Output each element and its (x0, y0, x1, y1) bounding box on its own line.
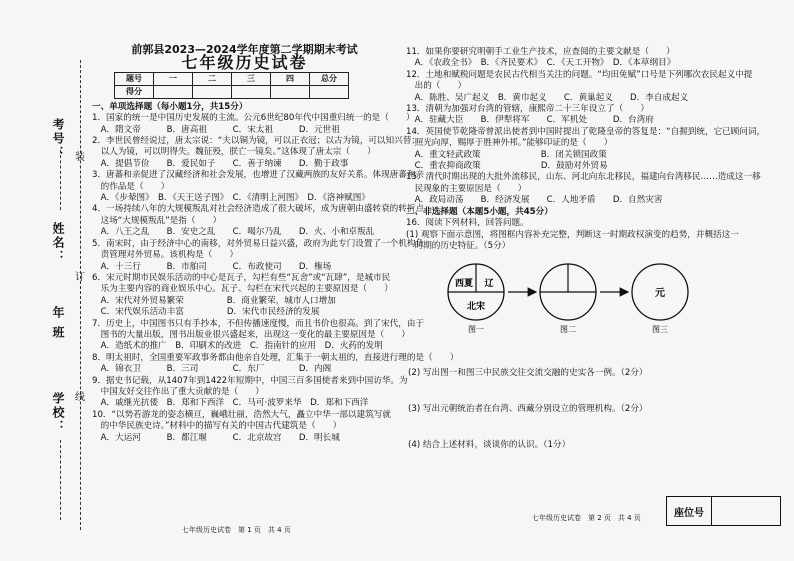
figure-three-label: 图三 (652, 325, 668, 334)
figure-one-label: 图一 (468, 325, 484, 334)
left-line: 7．历史上，中国图书只有手抄本，不但传播速度慢，而且书价也很高。到了宋代，由于 (92, 318, 425, 329)
binding-dashed-line (80, 60, 81, 530)
right-line: A．驻藏大臣 B．伊犁将军 C．军机处 D．台湾府 (406, 115, 654, 126)
subquestion-4 (408, 440, 778, 451)
right-line: 16．阅读下列材料，回答问题。 (406, 218, 529, 229)
label-beisong: 北宋 (466, 302, 486, 312)
score-head-cell: 二 (193, 72, 232, 85)
left-line: 9．据史书记载，从1407年到1422年短期中，中国三百多国使者来到中国访华。为 (92, 375, 408, 386)
left-line: 4．一场持续八年的大规模叛乱对社会经济造成了很大破坏，成为唐朝由盛转衰的转折点。 (92, 204, 433, 215)
right-line: (1) 观察下面示意图，将图框内容补充完整，判断这一时期政权演变的趋势，并概括这一 (406, 229, 739, 240)
left-line: 的中华民族史诗。”材料中的描写有关的中国古代建筑是（ ） (92, 421, 342, 432)
left-line: 3．唐蕃和亲促进了汉藏经济和社会发展，也增进了汉藏两族的友好关系。体现唐蕃和亲 (92, 170, 425, 181)
right-line: A．重文轻武政策 B．闭关锁国政策 (406, 149, 607, 160)
right-line: 12．土地和赋税问题是农民古代相当关注的问题。“均田免赋”口号是下列哪次农民起义中提 (406, 69, 753, 80)
seat-number-box (666, 496, 781, 526)
footer-left: 七年级历史试卷 第 1 页 共 4 页 (182, 526, 291, 534)
xian-mark: 线 (75, 392, 85, 403)
right-line: 出的（ ） (406, 81, 467, 92)
right-line: 民现象的主要原因是（ ） (406, 183, 527, 194)
score-cell[interactable] (232, 85, 271, 98)
left-line: 中国友好交往作出了重大贡献的是（ ） (92, 386, 264, 397)
left-line: 2．李世民曾经说过，唐太宗说：“夫以铜为镜，可以正衣冠；以古为镜，可以知兴替； (92, 136, 420, 147)
right-line: 15．清代时期出现的大批外流移民，山东、河北向东北移民，福建向台湾移民……造成这一移 (406, 172, 761, 183)
figure-two-label: 图二 (560, 325, 576, 334)
score-cell[interactable] (154, 85, 193, 98)
left-line: A．宋代对外贸易繁荣 B．商业繁荣，城市人口增加 (92, 295, 336, 306)
right-line: A．陈胜、吴广起义 B．黄巾起义 C．黄巢起义 D．李自成起义 (406, 92, 689, 103)
xuexiao-label: 学校： (51, 392, 65, 434)
xingming-label: 姓名： (51, 222, 65, 264)
left-line: A．十三行 B．市舶司 C．布政使司 D．権场 (92, 261, 332, 272)
left-line: 图书的大量出版，图书出版业很兴盛起来，出现这一变化的最主要原因是（ ） (92, 329, 410, 340)
score-table (114, 72, 349, 99)
left-line: 8．明太祖时，全国重要军政事务都由他亲自处理，汇集于一朝太祖的，直接进行理的是（ ） (92, 352, 459, 363)
score-head-cell: 总分 (310, 72, 349, 85)
name-line (60, 150, 61, 210)
label-xixia: 西夏 (454, 279, 474, 289)
question-text: (3) 写出元朝统治者在台湾、西藏分别设立的管理机构。（2分） (408, 404, 648, 414)
left-line: A．提倡节俭 B．爱民如子 C．善于纳谏 D．勤于政事 (92, 158, 349, 169)
seat-number-label: 座位号 (667, 497, 712, 525)
left-line: 以人为镜，可以明得失。魏征殁，朕亡一镜矣。”这体现了唐太宗（ ） (92, 147, 376, 158)
seat-number-field[interactable] (712, 497, 780, 525)
left-line: A．《步辇图》 B．《天王送子图》 C．《清明上河图》 D．《洛神赋图》 (92, 193, 370, 204)
right-line: A．《农政全书》 B．《齐民要术》 C．《天工开物》 D．《本草纲目》 (406, 58, 676, 69)
paper-title: 七年级历史试卷 (181, 53, 308, 73)
left-line: A．八王之乱 B．安史之乱 C．喝尔乃乱 D．火、小和卓叛乱 (92, 227, 375, 238)
right-line: 时期的历史特征。（5分） (406, 240, 511, 251)
left-line: 1．国家的统一是中国历史发展的主流。公元6世纪80年代中国重归统一的是（ ） (92, 113, 415, 124)
score-cell[interactable] (310, 85, 349, 98)
score-head-cell: 四 (271, 72, 310, 85)
right-line: A．政局动荡 B．经济发展 C．人地矛盾 D．自然灾害 (406, 195, 663, 206)
score-head-cell: 题号 (115, 72, 154, 85)
label-yuan: 元 (655, 288, 665, 299)
right-line: C．重农抑商政策 D．鼓励对外贸易 (406, 161, 608, 172)
left-line: A．锦衣卫 B．三司 C．东厂 D．内阁 (92, 364, 332, 375)
exam-title: 前郭县2023—2024学年度第二学期期末考试 (131, 43, 358, 56)
right-line: 11．如果你要研究明朝手工业生产技术，应查阅的主要文献是（ ） (406, 47, 675, 57)
ding-mark: 订 (75, 272, 85, 283)
kaohao-label: 考号： (51, 118, 65, 160)
left-line: A．戚继光抗倭 B．郑和下西洋 C．马可·波罗来华 D．郑和下西洋 (92, 398, 369, 409)
right-line: 照光向厚，赐厚于胜神外邦。”能够印证的是（ ） (406, 138, 613, 149)
left-line: 乐为主要内容的商业娱乐中心。瓦子、勾栏在宋代兴起的主要原因是（ ） (92, 284, 393, 295)
left-line: 这场“大规模叛乱”是指（ ） (92, 215, 222, 226)
zhuang-mark: 装 (75, 152, 85, 163)
banji-label: 年 班 (51, 306, 65, 341)
left-line: 责管理对外贸易。该机构是（ ） (92, 250, 239, 261)
left-line: A．大运河 B．都江堰 C．北京故宫 D．明长城 (92, 432, 340, 443)
subquestion-2 (408, 368, 778, 379)
left-line: 5．南宋时，由于经济中心的南移，对外贸易日益兴盛，政府为此专门设置了一个机构负 (92, 238, 425, 249)
score-cell[interactable] (271, 85, 310, 98)
left-line: A．隋文帝 B．唐高祖 C．宋太祖 D．元世祖 (92, 124, 340, 135)
score-row-label: 得分 (115, 85, 154, 98)
label-liao: 辽 (484, 279, 494, 289)
right-column (406, 47, 786, 252)
footer-right: 七年级历史试卷 第 2 页 共 4 页 (532, 514, 641, 522)
subquestion-3 (408, 404, 778, 415)
left-line: 的作品是（ ） (92, 181, 170, 192)
binding-strip (0, 0, 88, 561)
left-line: 6．宋元时期市民娱乐活动的中心是瓦子，勾栏有些“瓦舍”或“瓦肆”，是城市民 (92, 272, 391, 283)
left-line: 一、单项选择题（每小题1分，共15分） (92, 101, 248, 112)
right-line: 14．英国使节乾隆帝曾派出使者到中国时提出了乾隆皇帝的答复是：“自握到统，它已顾问词， (406, 126, 766, 137)
score-head-cell: 一 (154, 72, 193, 85)
left-line: C．宋代娱乐活动丰富 D．宋代市民经济的发展 (92, 307, 320, 318)
score-cell[interactable] (193, 85, 232, 98)
school-line (60, 440, 61, 520)
dynasty-diagram (440, 258, 700, 336)
left-line: A．造纸术的推广 B．印刷术的改进 C．指南针的应用 D．火药的发明 (92, 341, 383, 352)
question-text: (4) 结合上述材料，谈谈你的认识。（1分） (408, 440, 571, 450)
question-text: (2) 写出图一和图三中民族交往交流交融的史实各一例。（2分） (408, 368, 648, 378)
right-line: 13．清朝为加强对台湾的管辖，康熙帝二十三年设立了（ ） (406, 104, 649, 115)
left-line: 10．“以势若游龙的姿态横亘，巍峨壮丽，浩然大气，矗立中华一部以建筑写就 (92, 409, 391, 420)
right-line: 二、非选择题（本题5小题，共45分） (406, 206, 553, 217)
score-head-cell: 三 (232, 72, 271, 85)
